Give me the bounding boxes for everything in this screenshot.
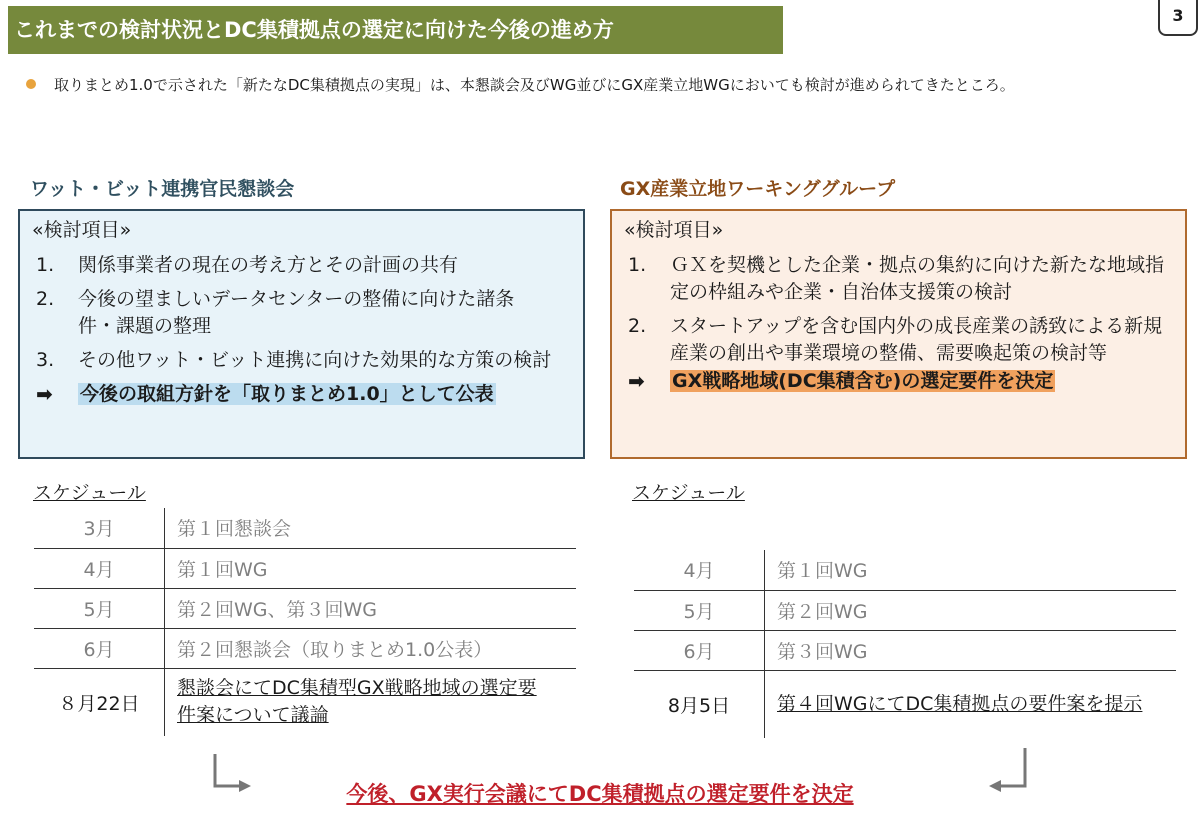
- left-item-1: [32, 252, 573, 279]
- schedule-event: 第２回WG: [777, 600, 868, 623]
- table-row: [634, 670, 1176, 738]
- table-row: [34, 508, 576, 548]
- left-review-box: [18, 209, 585, 459]
- table-row: [634, 590, 1176, 630]
- right-item-2-text: スタートアップを含む国内外の成長産業の誘致による新規産業の創出や事業環境の整備、需要喚起策の検討等: [670, 315, 1163, 364]
- schedule-month: 3月: [34, 508, 165, 548]
- left-item-3-text: その他ワット・ビット連携に向けた効果的な方策の検討: [78, 349, 552, 371]
- page-title: これまでの検討状況とDC集積拠点の選定に向けた今後の進め方: [8, 6, 783, 54]
- table-row: [34, 548, 576, 588]
- left-item-3: [32, 347, 573, 374]
- table-row: [634, 630, 1176, 670]
- schedule-event: 第４回WGにてDC集積拠点の要件案を提示: [777, 692, 1143, 715]
- table-row: [34, 588, 576, 628]
- schedule-month: 6月: [634, 630, 765, 670]
- schedule-event: 第１回WG: [177, 558, 268, 581]
- schedule-event: 第２回WG、第３回WG: [177, 598, 378, 621]
- schedule-event: 第３回WG: [777, 640, 868, 663]
- right-panel-heading: GX産業立地ワーキンググループ: [620, 178, 896, 200]
- schedule-month: 5月: [34, 588, 165, 628]
- table-row: [34, 628, 576, 668]
- right-item-1-num: 1.: [628, 254, 647, 276]
- left-schedule-title: スケジュール: [33, 482, 146, 504]
- left-item-2-text: 今後の望ましいデータセンターの整備に向けた諸条件・課題の整理: [78, 288, 515, 337]
- left-panel-heading: ワット・ビット連携官民懇談会: [30, 178, 295, 200]
- left-box-header: «検討項目»: [32, 219, 132, 241]
- intro-text: 取りまとめ1.0で示された「新たなDC集積拠点の実現」は、本懇談会及びWG並びにGX産業立地WGにおいても検討が進められてきたところ。: [54, 76, 1015, 94]
- page-number: 3: [1158, 0, 1198, 36]
- bullet-dot-icon: [26, 79, 36, 89]
- right-item-2-num: 2.: [628, 315, 647, 337]
- left-item-3-num: 3.: [36, 349, 55, 371]
- schedule-month: 8月5日: [634, 670, 765, 738]
- left-item-1-text: 関係事業者の現在の考え方とその計画の共有: [78, 254, 459, 276]
- schedule-month: 4月: [634, 550, 765, 590]
- right-review-box: [610, 209, 1187, 459]
- right-item-2: [624, 313, 1175, 367]
- left-conclusion-text: 今後の取組方針を「取りまとめ1.0」として公表: [80, 383, 494, 405]
- right-item-1-text: ＧＸを契機とした企業・拠点の集約に向けた新たな地域指定の枠組みや企業・自治体支援策の検討: [670, 254, 1165, 303]
- right-conclusion: [624, 368, 1175, 395]
- intro-bullet: [24, 74, 1174, 97]
- schedule-month: 6月: [34, 628, 165, 668]
- right-schedule-table: [634, 550, 1176, 738]
- right-item-1: [624, 252, 1175, 306]
- left-item-1-num: 1.: [36, 254, 55, 276]
- final-statement: 今後、GX実行会議にてDC集積拠点の選定要件を決定: [346, 782, 854, 806]
- right-arrow-icon: ➡: [628, 369, 645, 393]
- schedule-event: 懇談会にてDC集積型GX戦略地域の選定要件案について議論: [177, 677, 537, 727]
- right-arrow-icon: ➡: [36, 382, 53, 406]
- schedule-month: 5月: [634, 590, 765, 630]
- left-item-2: [32, 286, 573, 340]
- schedule-event: 第１回懇談会: [177, 518, 292, 541]
- left-schedule-table: [34, 508, 576, 736]
- table-row: [34, 668, 576, 736]
- right-conclusion-text: GX戦略地域(DC集積含む)の選定要件を決定: [672, 370, 1054, 392]
- schedule-month: 4月: [34, 548, 165, 588]
- schedule-event: 第１回WG: [777, 560, 868, 583]
- table-row: [634, 550, 1176, 590]
- left-conclusion: [32, 381, 573, 408]
- schedule-month: ８月22日: [34, 668, 165, 736]
- schedule-event: 第２回懇談会（取りまとめ1.0公表）: [177, 638, 493, 661]
- left-item-2-num: 2.: [36, 288, 55, 310]
- right-schedule-title: スケジュール: [632, 482, 745, 504]
- right-box-header: «検討項目»: [624, 219, 724, 241]
